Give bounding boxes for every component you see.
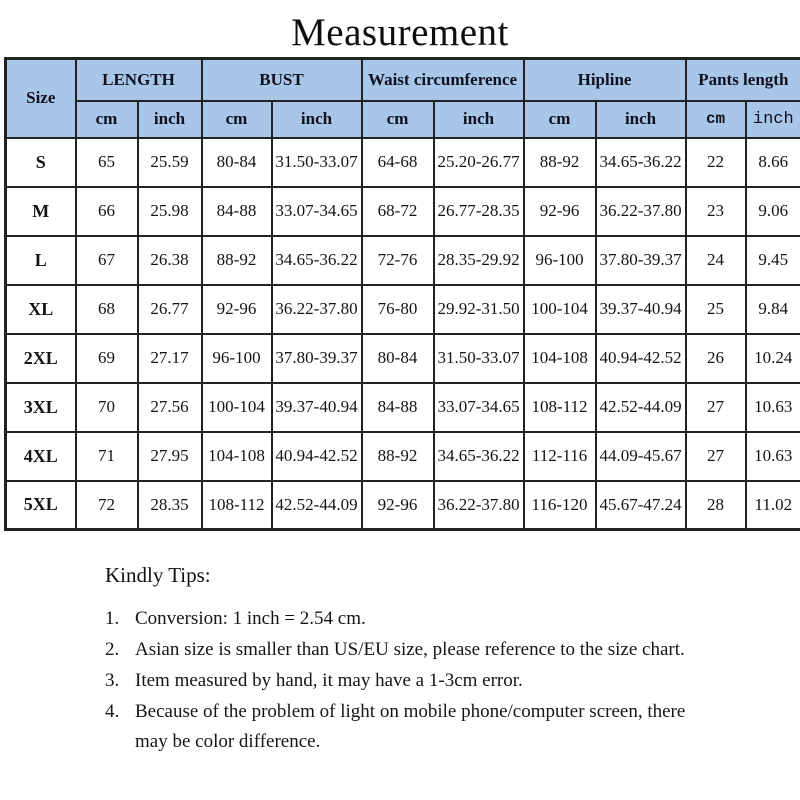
table-cell: 28 — [686, 481, 746, 530]
table-cell: 92-96 — [524, 187, 596, 236]
table-cell: 25.98 — [138, 187, 202, 236]
table-cell: 28.35 — [138, 481, 202, 530]
table-cell: 70 — [76, 383, 138, 432]
table-cell: 116-120 — [524, 481, 596, 530]
table-cell: 31.50-33.07 — [272, 138, 362, 187]
table-cell: 108-112 — [202, 481, 272, 530]
table-cell: 36.22-37.80 — [434, 481, 524, 530]
tip-text: Conversion: 1 inch = 2.54 cm. — [135, 608, 366, 629]
table-row-4xl — [6, 432, 800, 481]
table-cell: 33.07-34.65 — [272, 187, 362, 236]
size-label: 5XL — [6, 481, 76, 530]
table-cell: 42.52-44.09 — [272, 481, 362, 530]
table-cell: 72 — [76, 481, 138, 530]
table-row-m — [6, 187, 800, 236]
table-cell: 44.09-45.67 — [596, 432, 686, 481]
hipline-inch-header: inch — [596, 101, 686, 138]
bust-group-header: BUST — [202, 59, 362, 101]
table-cell: 88-92 — [524, 138, 596, 187]
table-cell: 34.65-36.22 — [596, 138, 686, 187]
table-cell: 25.59 — [138, 138, 202, 187]
table-cell: 22 — [686, 138, 746, 187]
table-cell: 112-116 — [524, 432, 596, 481]
table-cell: 72-76 — [362, 236, 434, 285]
table-cell: 80-84 — [202, 138, 272, 187]
table-cell: 64-68 — [362, 138, 434, 187]
pants-cm-header: cm — [686, 101, 746, 138]
table-cell: 100-104 — [524, 285, 596, 334]
tip-item-1 — [105, 604, 800, 634]
size-chart-table — [4, 57, 800, 531]
tip-number: 2. — [105, 639, 120, 660]
size-column-header: Size — [6, 59, 76, 138]
length-group-header: LENGTH — [76, 59, 202, 101]
table-cell: 100-104 — [202, 383, 272, 432]
table-cell: 29.92-31.50 — [434, 285, 524, 334]
size-label: S — [6, 138, 76, 187]
tip-text: Item measured by hand, it may have a 1-3cm error. — [135, 670, 523, 691]
table-cell: 10.63 — [746, 432, 800, 481]
table-cell: 31.50-33.07 — [434, 334, 524, 383]
table-cell: 36.22-37.80 — [596, 187, 686, 236]
pants-inch-header: inch — [746, 101, 800, 138]
table-cell: 67 — [76, 236, 138, 285]
table-cell: 23 — [686, 187, 746, 236]
table-row-xl — [6, 285, 800, 334]
size-label: M — [6, 187, 76, 236]
table-cell: 27 — [686, 383, 746, 432]
table-cell: 84-88 — [362, 383, 434, 432]
table-cell: 33.07-34.65 — [434, 383, 524, 432]
table-cell: 40.94-42.52 — [272, 432, 362, 481]
table-cell: 92-96 — [362, 481, 434, 530]
table-cell: 36.22-37.80 — [272, 285, 362, 334]
table-cell: 10.63 — [746, 383, 800, 432]
table-cell: 27.56 — [138, 383, 202, 432]
table-cell: 80-84 — [362, 334, 434, 383]
size-label: 3XL — [6, 383, 76, 432]
bust-cm-header: cm — [202, 101, 272, 138]
table-cell: 26.77-28.35 — [434, 187, 524, 236]
table-cell: 27.95 — [138, 432, 202, 481]
header-unit-row — [6, 101, 800, 138]
tip-item-3 — [105, 666, 800, 696]
table-cell: 37.80-39.37 — [596, 236, 686, 285]
size-label: 4XL — [6, 432, 76, 481]
table-cell: 96-100 — [524, 236, 596, 285]
table-row-5xl — [6, 481, 800, 530]
table-cell: 39.37-40.94 — [596, 285, 686, 334]
table-cell: 11.02 — [746, 481, 800, 530]
table-row-3xl — [6, 383, 800, 432]
size-label: 2XL — [6, 334, 76, 383]
pants-length-group-header: Pants length — [686, 59, 800, 101]
table-cell: 26.77 — [138, 285, 202, 334]
tips-list — [105, 604, 800, 757]
table-cell: 26 — [686, 334, 746, 383]
table-cell: 104-108 — [524, 334, 596, 383]
tip-number: 4. — [105, 701, 120, 722]
kindly-tips-section — [105, 563, 800, 757]
table-cell: 104-108 — [202, 432, 272, 481]
page-title: Measurement — [291, 11, 509, 54]
table-cell: 25 — [686, 285, 746, 334]
table-row-s — [6, 138, 800, 187]
tip-number: 3. — [105, 670, 120, 691]
table-cell: 25.20-26.77 — [434, 138, 524, 187]
table-cell: 9.84 — [746, 285, 800, 334]
table-cell: 26.38 — [138, 236, 202, 285]
size-label: XL — [6, 285, 76, 334]
table-cell: 69 — [76, 334, 138, 383]
table-row-l — [6, 236, 800, 285]
table-cell: 40.94-42.52 — [596, 334, 686, 383]
table-cell: 45.67-47.24 — [596, 481, 686, 530]
tip-text: Asian size is smaller than US/EU size, please reference to the size chart. — [135, 639, 685, 660]
table-cell: 65 — [76, 138, 138, 187]
tip-item-4 — [105, 697, 800, 757]
hipline-group-header: Hipline — [524, 59, 686, 101]
table-cell: 92-96 — [202, 285, 272, 334]
hipline-cm-header: cm — [524, 101, 596, 138]
tip-text: Because of the problem of light on mobile phone/computer screen, there may be color difference. — [135, 701, 686, 752]
table-cell: 42.52-44.09 — [596, 383, 686, 432]
tip-number: 1. — [105, 608, 120, 629]
table-cell: 39.37-40.94 — [272, 383, 362, 432]
table-cell: 66 — [76, 187, 138, 236]
table-cell: 9.45 — [746, 236, 800, 285]
waist-group-header: Waist circumference — [362, 59, 524, 101]
table-cell: 34.65-36.22 — [272, 236, 362, 285]
tip-item-2 — [105, 635, 800, 665]
table-cell: 28.35-29.92 — [434, 236, 524, 285]
table-row-2xl — [6, 334, 800, 383]
waist-inch-header: inch — [434, 101, 524, 138]
size-label: L — [6, 236, 76, 285]
table-cell: 84-88 — [202, 187, 272, 236]
table-cell: 24 — [686, 236, 746, 285]
table-cell: 37.80-39.37 — [272, 334, 362, 383]
length-cm-header: cm — [76, 101, 138, 138]
table-cell: 27 — [686, 432, 746, 481]
tips-title: Kindly Tips: — [105, 563, 211, 587]
table-cell: 9.06 — [746, 187, 800, 236]
table-cell: 88-92 — [362, 432, 434, 481]
table-cell: 10.24 — [746, 334, 800, 383]
waist-cm-header: cm — [362, 101, 434, 138]
table-cell: 96-100 — [202, 334, 272, 383]
table-cell: 76-80 — [362, 285, 434, 334]
table-cell: 34.65-36.22 — [434, 432, 524, 481]
table-cell: 71 — [76, 432, 138, 481]
table-cell: 68-72 — [362, 187, 434, 236]
table-cell: 27.17 — [138, 334, 202, 383]
table-cell: 8.66 — [746, 138, 800, 187]
header-group-row — [6, 59, 800, 101]
table-cell: 88-92 — [202, 236, 272, 285]
length-inch-header: inch — [138, 101, 202, 138]
bust-inch-header: inch — [272, 101, 362, 138]
table-cell: 68 — [76, 285, 138, 334]
table-cell: 108-112 — [524, 383, 596, 432]
